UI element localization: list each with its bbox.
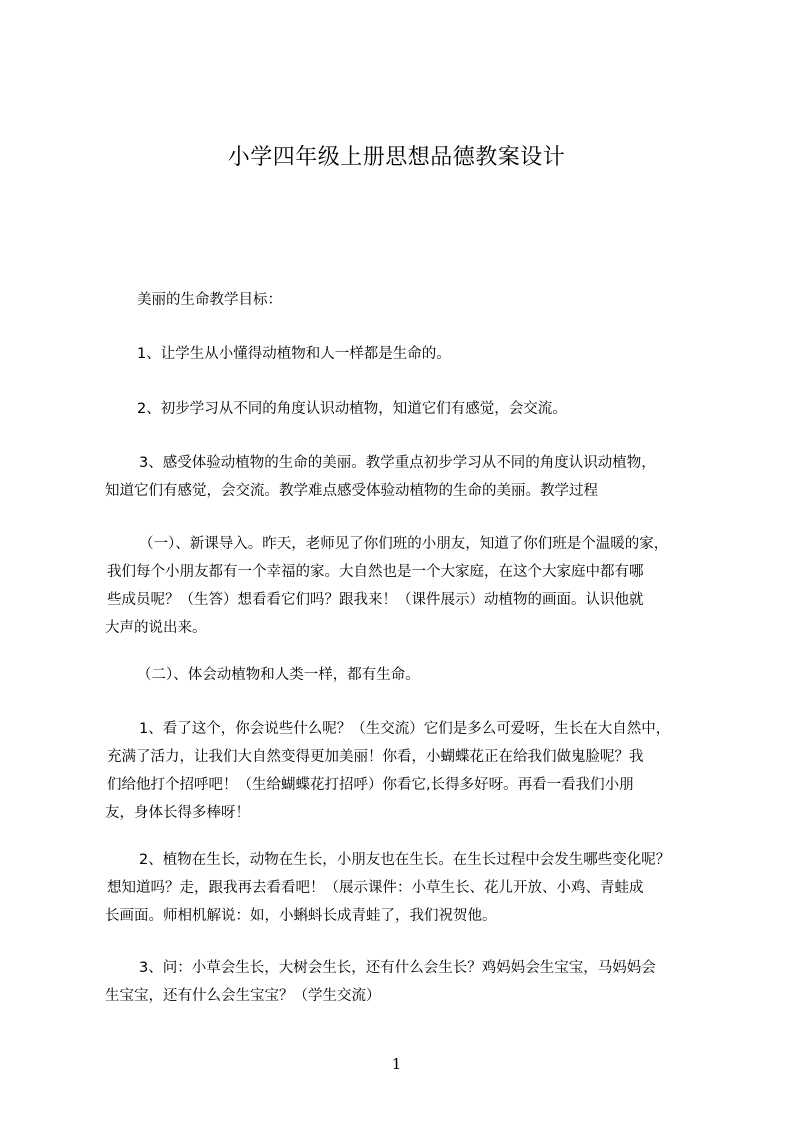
paragraph-section-2-item-1 bbox=[105, 715, 725, 827]
paragraph-line: （一）、新课导入。昨天，老师见了你们班的小朋友，知道了你们班是个温暖的家， bbox=[139, 536, 669, 552]
paragraph-goal-3 bbox=[105, 449, 725, 505]
paragraph-line: 我们每个小朋友都有一个幸福的家。大自然也是一个大家庭，在这个大家庭中都有哪 bbox=[107, 564, 644, 580]
paragraph-goal-1 bbox=[137, 340, 757, 368]
paragraph-line: 3、感受体验动植物的生命的美丽。教学重点初步学习从不同的角度认识动植物， bbox=[139, 455, 656, 471]
paragraph-line: 想知道吗？走，跟我再去看看吧！（展示课件：小草生长、花儿开放、小鸡、青蛙成 bbox=[107, 880, 644, 896]
paragraph-line: 长画面。师相机解说：如，小蝌蚪长成青蛙了，我们祝贺他。 bbox=[105, 908, 497, 924]
document-title: 小学四年级上册思想品德教案设计 bbox=[227, 145, 566, 170]
paragraph-line: 2、植物在生长，动物在生长，小朋友也在生长。在生长过程中会发生哪些变化呢？ bbox=[139, 852, 671, 868]
paragraph-line: 生宝宝，还有什么会生宝宝？（学生交流） bbox=[105, 988, 381, 1004]
paragraph-line: 1、看了这个，你会说些什么呢？（生交流）它们是多么可爱呀，生长在大自然中， bbox=[139, 721, 671, 737]
paragraph-line: 1、让学生从小懂得动植物和人一样都是生命的。 bbox=[137, 346, 451, 362]
paragraph-line: 3、问：小草会生长，大树会生长，还有什么会生长？鸡妈妈会生宝宝，马妈妈会 bbox=[139, 960, 656, 976]
paragraph-section-1 bbox=[105, 530, 725, 642]
paragraph-line: 们给他打个招呼吧！（生给蝴蝶花打招呼）你看它,长得多好呀。再看一看我们小朋 bbox=[107, 777, 634, 793]
paragraph-line: 友，身体长得多棒呀！ bbox=[105, 805, 250, 821]
paragraph-line: 2、初步学习从不同的角度认识动植物，知道它们有感觉，会交流。 bbox=[137, 401, 567, 417]
page-number: 1 bbox=[391, 1055, 402, 1073]
paragraph-line: 充满了活力，让我们大自然变得更加美丽！你看，小蝴蝶花正在给我们做鬼脸呢？我 bbox=[107, 749, 644, 765]
paragraph-line: （二）、体会动植物和人类一样，都有生命。 bbox=[137, 667, 420, 683]
paragraph-goal-2 bbox=[137, 395, 757, 423]
paragraph-line: 美丽的生命教学目标： bbox=[137, 292, 282, 308]
paragraph-line: 些成员呢？（生答）想看看它们吗？跟我来！（课件展示）动植物的画面。认识他就 bbox=[107, 592, 644, 608]
paragraph-section-2-item-3 bbox=[105, 954, 725, 1010]
paragraph-section-2 bbox=[137, 661, 757, 689]
paragraph-section-2-item-2 bbox=[105, 846, 725, 930]
paragraph-goals-heading bbox=[137, 286, 757, 314]
paragraph-line: 知道它们有感觉，会交流。教学难点感受体验动植物的生命的美丽。教学过程 bbox=[105, 483, 598, 499]
paragraph-line: 大声的说出来。 bbox=[105, 620, 207, 636]
